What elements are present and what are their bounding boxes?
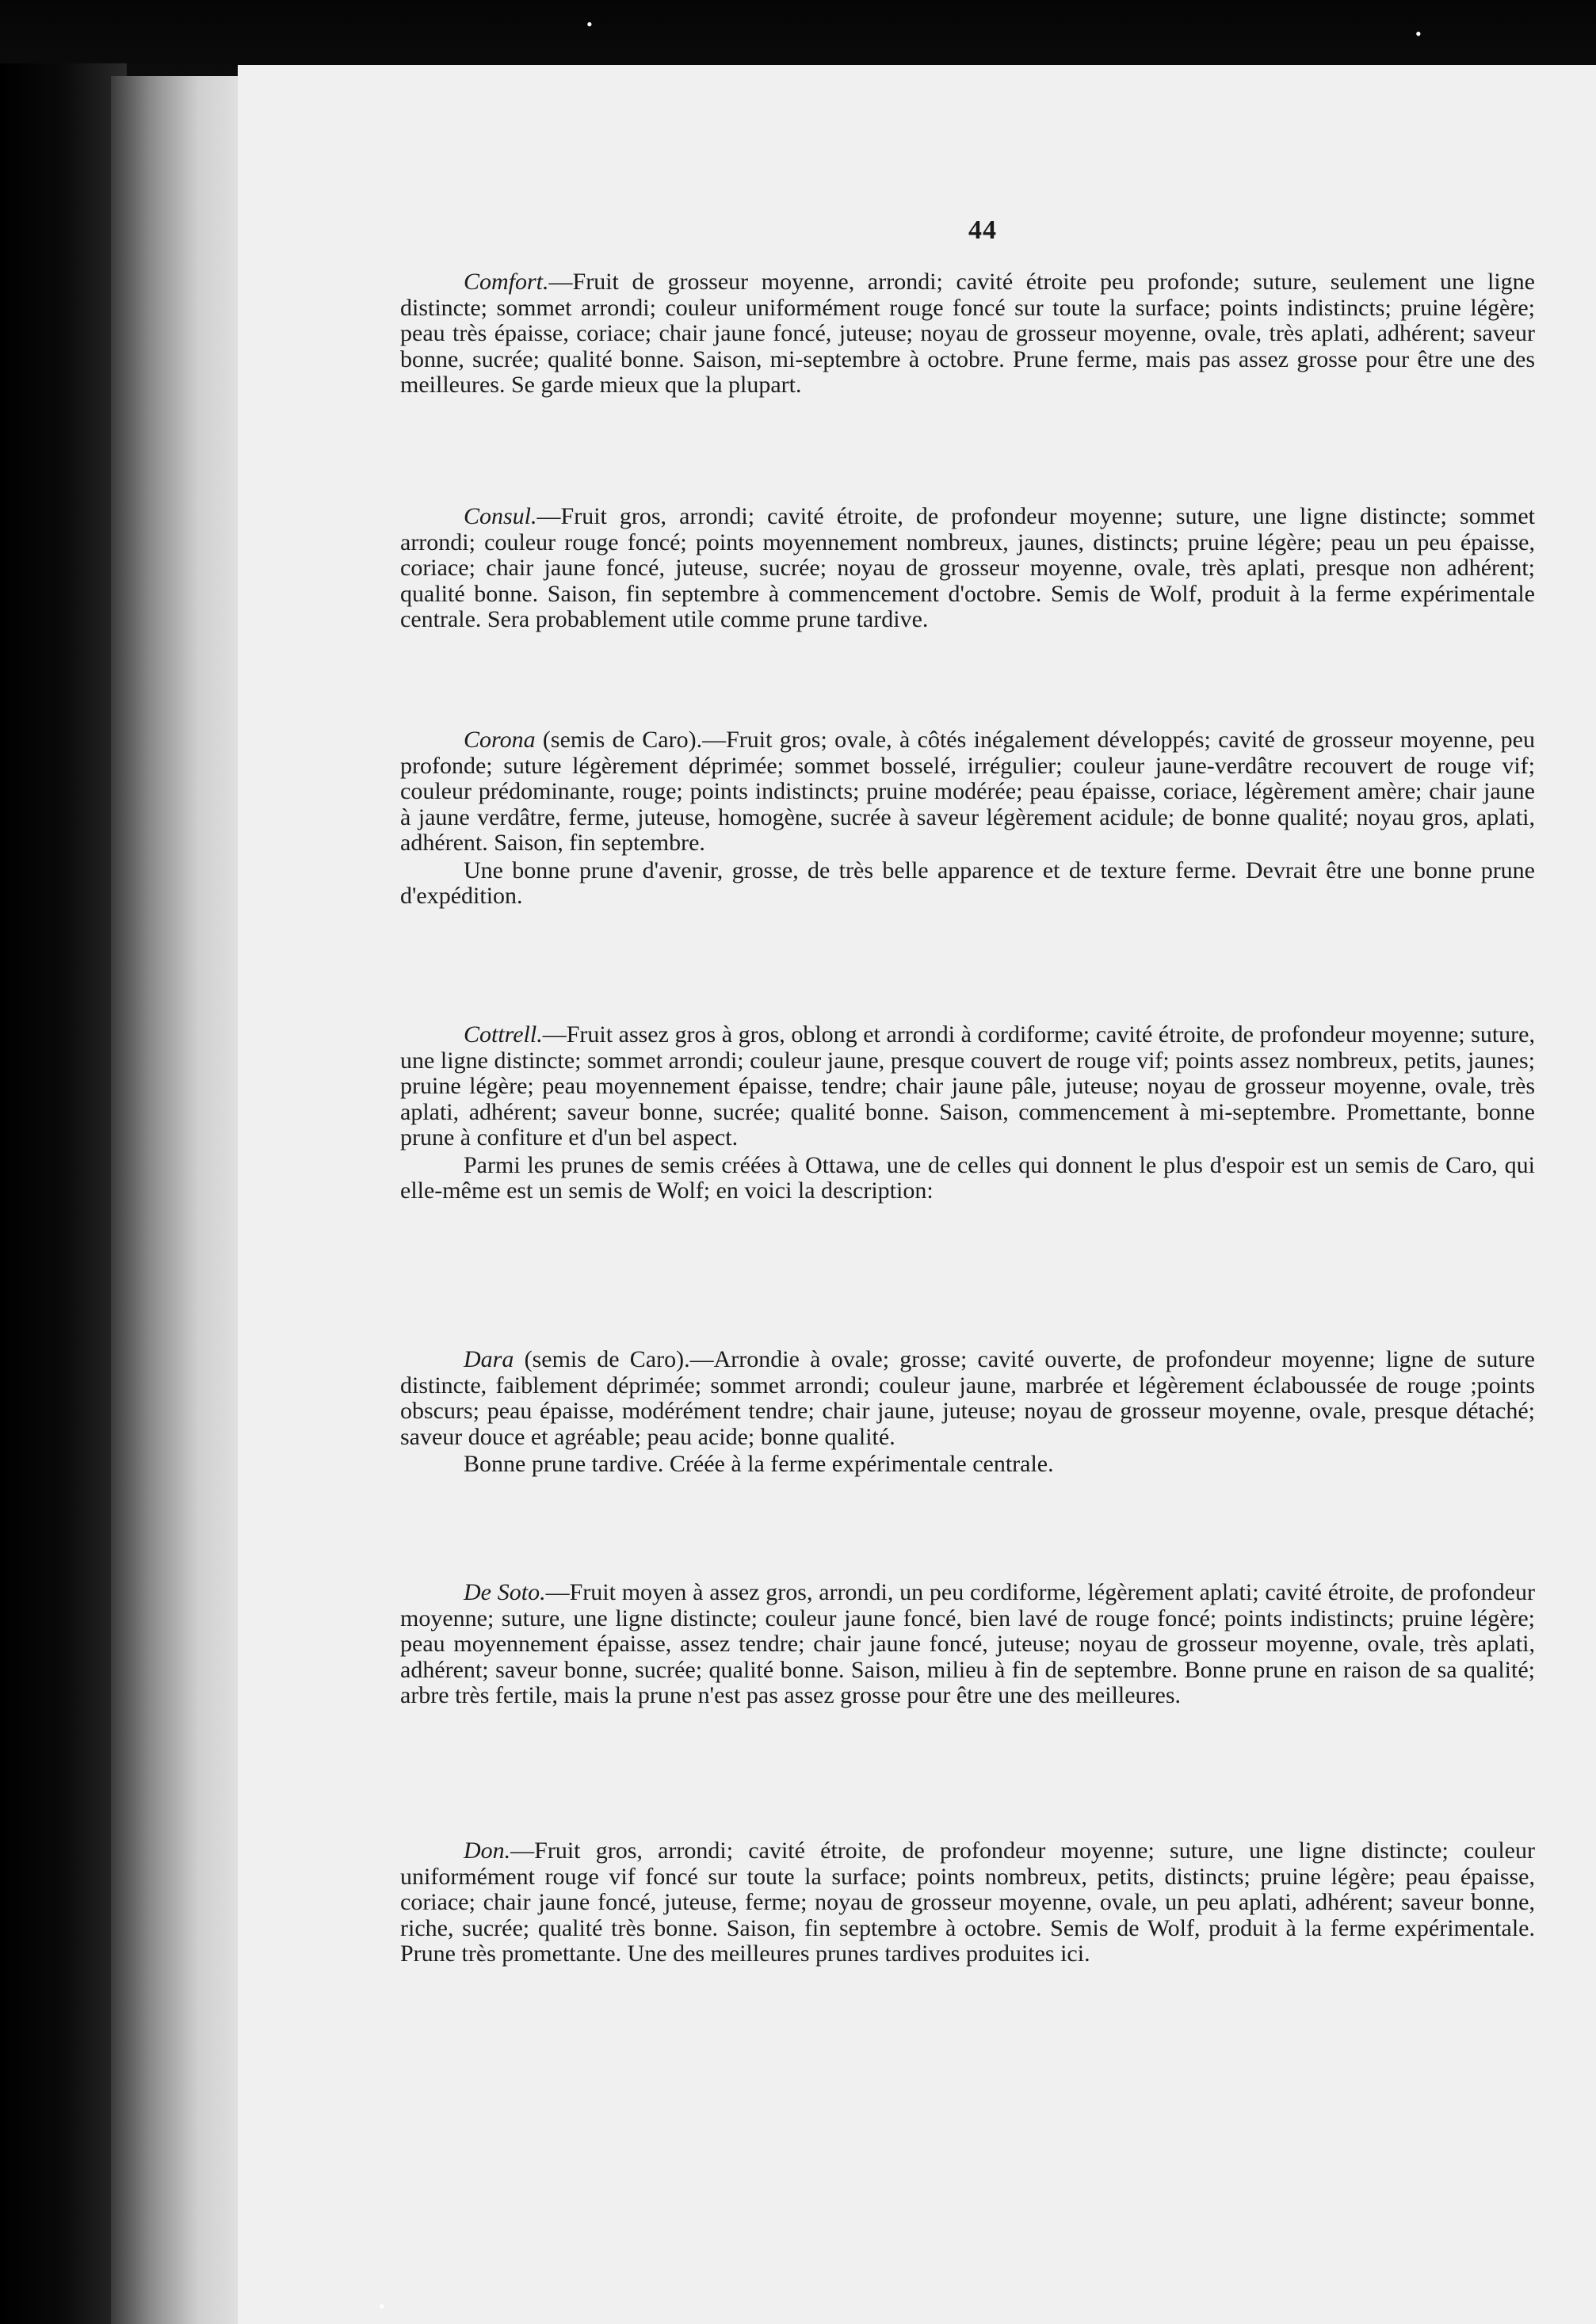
entry-paragraph [400, 1153, 1535, 1204]
entry-paragraph [400, 1580, 1535, 1709]
entry-de-soto [400, 1580, 1535, 1709]
scan-speck: • [1415, 24, 1422, 44]
entry-text: —Fruit gros, arrondi; cavité étroite, de profondeur moyenne; suture, une ligne distincte; couleur uniformément rouge vif foncé sur toute la surface; points nombreux, petits, distincts; pruine légère; peau épaisse, coriace; chair jaune foncé, juteuse, ferme; noyau de grosseur moyenne, ovale, un peu aplati, adhérent; saveur bonne, riche, sucrée; qualité très bonne. Saison, fin septembre à octobre. Semis de Wolf, produit à la ferme expérimentale. Prune très promettante. Une des meilleures prunes tardives produites ici. [400, 1837, 1535, 1967]
entry-text: (semis de Caro).—Fruit gros; ovale, à côtés inégalement développés; cavité de grosseur moyenne, peu profonde; suture légèrement déprimée; sommet bosselé, irrégulier; couleur jaune-verdâtre recouvert de rouge vif; couleur prédominante, rouge; points indistincts; pruine modérée; peau épaisse, coriace, légèrement amère; chair jaune à jaune verdâtre, ferme, juteuse, homogène, sucrée à saveur légèrement acidule; de bonne qualité; noyau gros, aplati, adhérent. Saison, fin septembre. [400, 727, 1535, 856]
variety-name: Comfort. [464, 269, 549, 295]
entry-comfort [400, 269, 1535, 399]
entry-text: —Fruit de grosseur moyenne, arrondi; cavité étroite peu profonde; suture, seulement une ligne distincte; sommet arrondi; couleur uniformément rouge foncé sur toute la surface; points indistincts; pruine légère; peau très épaisse, coriace; chair jaune foncé, juteuse; noyau de grosseur moyenne, ovale, très aplati, adhérent; saveur bonne, sucrée; qualité bonne. Saison, mi-septembre à octobre. Prune ferme, mais pas assez grosse pour être une des meilleures. Se garde mieux que la plupart. [400, 269, 1535, 398]
variety-name: Consul. [464, 503, 537, 529]
entry-text: —Fruit moyen à assez gros, arrondi, un peu cordiforme, légèrement aplati; cavité étroite, de profondeur moyenne; suture, une ligne distincte; couleur jaune foncé, bien lavé de rouge foncé; points indistincts; pruine légère; peau moyennement épaisse, assez tendre; chair jaune foncé, juteuse; noyau de grosseur moyenne, ovale, très aplati, adhérent; saveur bonne, sucrée; qualité bonne. Saison, milieu à fin de septembre. Bonne prune en raison de sa qualité; arbre très fertile, mais la prune n'est pas assez grosse pour être une des meilleures. [400, 1579, 1535, 1708]
entry-don [400, 1838, 1535, 1967]
entry-paragraph [400, 1347, 1535, 1450]
entry-paragraph [400, 858, 1535, 910]
page-number: 44 [968, 216, 997, 245]
entry-cottrell [400, 1022, 1535, 1204]
variety-name: De Soto. [464, 1579, 546, 1605]
entry-paragraph [400, 1022, 1535, 1151]
entry-corona [400, 727, 1535, 910]
variety-name: Dara [464, 1346, 514, 1372]
scan-left-border [0, 63, 127, 2324]
entry-paragraph [400, 269, 1535, 399]
entry-consul [400, 504, 1535, 633]
entry-text: —Fruit gros, arrondi; cavité étroite, de profondeur moyenne; suture, une ligne distincte; sommet arrondi; couleur rouge foncé; points moyennement nombreux, jaunes, distincts; pruine légère; peau un peu épaisse, coriace; chair jaune foncé, juteuse, sucrée; noyau de grosseur moyenne, ovale, très aplati, presque non adhérent; qualité bonne. Saison, fin septembre à commencement d'octobre. Semis de Wolf, produit à la ferme expérimentale centrale. Sera probablement utile comme prune tardive. [400, 503, 1535, 632]
entry-text: Une bonne prune d'avenir, grosse, de très belle apparence et de texture ferme. Devrait être une bonne prune d'expédition. [400, 857, 1535, 909]
variety-name: Corona [464, 727, 536, 753]
scan-speck: • [586, 14, 593, 34]
variety-name: Cottrell. [464, 1021, 543, 1048]
scan-speck: • [379, 2296, 385, 2316]
entry-text: Bonne prune tardive. Créée à la ferme expérimentale centrale. [464, 1451, 1054, 1477]
entry-paragraph [400, 504, 1535, 633]
entry-dara [400, 1347, 1535, 1478]
entry-paragraph [400, 727, 1535, 857]
variety-name: Don. [464, 1837, 511, 1864]
entry-text: —Fruit assez gros à gros, oblong et arrondi à cordiforme; cavité étroite, de profondeur moyenne; suture, une ligne distincte; sommet arrondi; couleur jaune, presque couvert de rouge vif; points assez nombreux, petits, jaunes; pruine légère; peau moyennement épaisse, tendre; chair jaune pâle, juteuse; noyau de grosseur moyenne, ovale, très aplati, adhérent; saveur bonne, sucrée; qualité bonne. Saison, commencement à mi-septembre. Promettante, bonne prune à confiture et d'un bel aspect. [400, 1021, 1535, 1151]
entry-text: Parmi les prunes de semis créées à Ottawa, une de celles qui donnent le plus d'espoir est un semis de Caro, qui elle-même est un semis de Wolf; en voici la description: [400, 1151, 1535, 1204]
entry-text: (semis de Caro).—Arrondie à ovale; grosse; cavité ouverte, de profondeur moyenne; ligne de suture distincte, faiblement déprimée; sommet arrondi; couleur jaune, marbrée et légèrement éclaboussée de rouge ;points obscurs; peau épaisse, modérément tendre; chair jaune, juteuse; noyau de grosseur moyenne, ovale, presque détaché; saveur douce et agréable; peau acide; bonne qualité. [400, 1346, 1535, 1450]
entry-paragraph [400, 1838, 1535, 1967]
entry-paragraph [400, 1452, 1535, 1478]
